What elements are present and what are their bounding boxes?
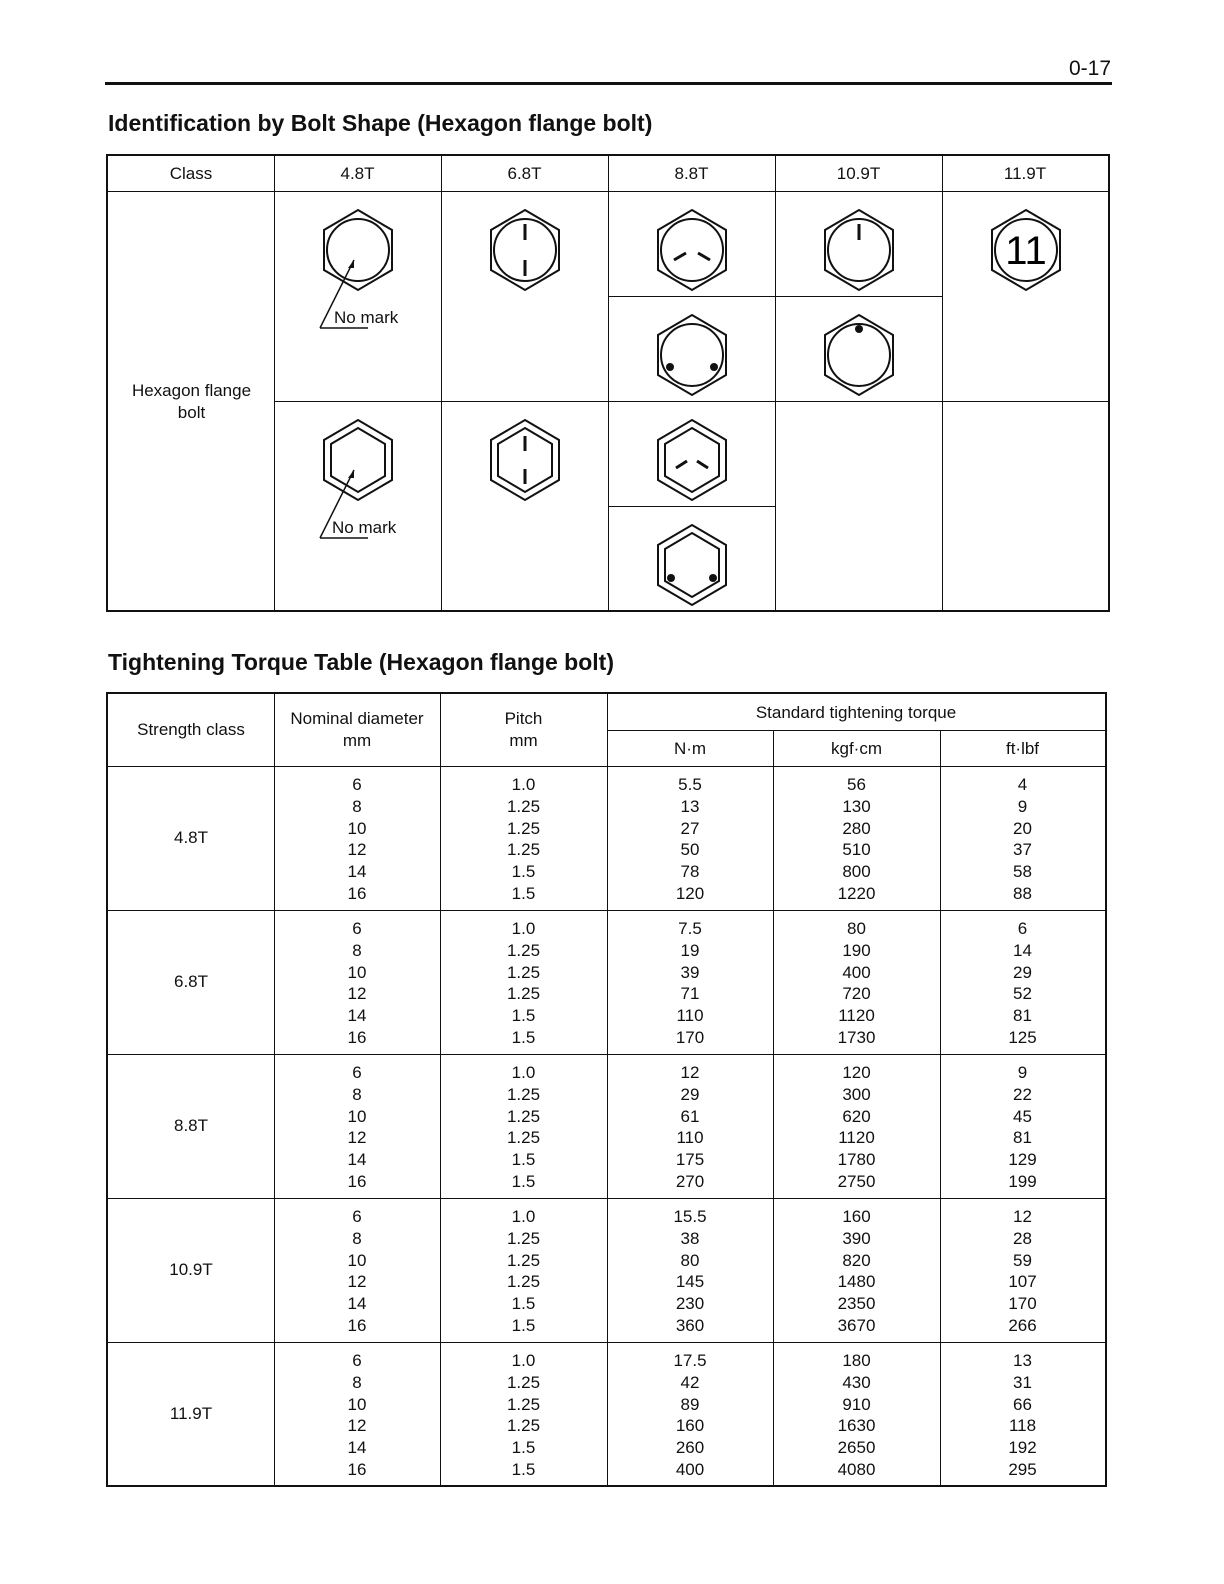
grid-line — [441, 156, 442, 610]
torque-kgf-cm-cell: 1220 — [837, 883, 876, 903]
torque-ft-lbf-column — [940, 1350, 1105, 1481]
torque-ft-lbf-cell: 28 — [1013, 1228, 1032, 1248]
torque-kgf-cm-cell: 120 — [842, 1063, 871, 1082]
torque-kgf-cm-cell: 56 — [847, 775, 866, 794]
torque-kgf-cm-cell: 1120 — [838, 1006, 875, 1026]
torque-kgf-cm-cell: 720 — [842, 984, 871, 1004]
mark-11-text: 11 — [1005, 229, 1047, 273]
pitch-cell: 1.25 — [506, 962, 541, 982]
torque-ft-lbf-cell: 107 — [1008, 1272, 1037, 1292]
nominal-diameter-cell: 12 — [347, 1416, 367, 1436]
torque-kgf-cm-cell: 300 — [842, 1084, 871, 1104]
torque-nm-cell: 50 — [680, 840, 700, 860]
torque-nm-cell: 19 — [680, 940, 700, 960]
nominal-diameter-cell: 14 — [347, 1150, 367, 1170]
nominal-diameter-cell: 8 — [352, 796, 362, 816]
nominal-diameter-cell: 16 — [347, 1459, 367, 1479]
torque-kgf-cm-cell: 620 — [842, 1106, 871, 1126]
torque-kgf-cm-cell: 80 — [847, 919, 866, 938]
pitch-column — [440, 1062, 607, 1193]
header-standard-tightening-torque: Standard tightening torque — [755, 703, 957, 722]
strength-class-group — [108, 766, 1105, 910]
torque-nm-cell: 110 — [676, 1006, 704, 1026]
torque-kgf-cm-cell: 2350 — [837, 1294, 876, 1314]
header-rule — [105, 82, 1112, 85]
torque-nm-cell: 78 — [680, 862, 700, 882]
nominal-diameter-cell: 14 — [347, 1294, 367, 1314]
torque-ft-lbf-cell: 295 — [1008, 1459, 1037, 1479]
torque-kgf-cm-cell: 160 — [842, 1207, 871, 1226]
pitch-cell: 1.5 — [511, 1027, 536, 1047]
torque-kgf-cm-cell: 130 — [842, 796, 871, 816]
pitch-cell: 1.0 — [511, 1207, 536, 1226]
pitch-cell: 1.25 — [506, 1084, 541, 1104]
torque-ft-lbf-cell: 22 — [1013, 1084, 1032, 1104]
pitch-cell: 1.5 — [511, 1294, 536, 1314]
torque-nm-cell: 38 — [680, 1228, 700, 1248]
torque-ft-lbf-cell: 13 — [1013, 1351, 1032, 1370]
torque-nm-cell: 7.5 — [678, 919, 702, 938]
torque-ft-lbf-cell: 4 — [1017, 775, 1028, 794]
torque-nm-column — [607, 918, 773, 1049]
nominal-diameter-cell: 12 — [347, 1128, 367, 1148]
torque-nm-column — [607, 1350, 773, 1481]
pitch-cell: 1.25 — [506, 940, 541, 960]
pitch-cell: 1.25 — [506, 984, 541, 1004]
nominal-diameter-column — [274, 774, 440, 905]
pitch-column — [440, 918, 607, 1049]
torque-nm-cell: 12 — [680, 1063, 700, 1082]
nominal-diameter-column — [274, 918, 440, 1049]
torque-nm-cell: 120 — [675, 883, 705, 903]
torque-nm-cell: 71 — [680, 984, 700, 1004]
pitch-cell: 1.25 — [506, 796, 541, 816]
torque-nm-cell: 270 — [675, 1171, 705, 1191]
nominal-diameter-column — [274, 1206, 440, 1337]
bolt-10-9t-one-dot-icon — [821, 313, 897, 397]
pitch-cell: 1.0 — [511, 1351, 536, 1370]
torque-kgf-cm-cell: 800 — [842, 862, 871, 882]
torque-ft-lbf-cell: 58 — [1013, 862, 1032, 882]
torque-ft-lbf-cell: 129 — [1008, 1150, 1037, 1170]
torque-kgf-cm-column — [773, 918, 940, 1049]
torque-kgf-cm-cell: 1780 — [837, 1150, 876, 1170]
bolt-11-9t-mark-icon — [988, 208, 1064, 292]
torque-ft-lbf-cell: 6 — [1017, 919, 1028, 938]
torque-kgf-cm-column — [773, 1062, 940, 1193]
header-4-8t: 4.8T — [340, 164, 375, 183]
pitch-cell: 1.25 — [506, 1272, 541, 1292]
pitch-cell: 1.25 — [506, 818, 541, 838]
nominal-diameter-cell: 14 — [347, 862, 367, 882]
torque-ft-lbf-cell: 192 — [1008, 1438, 1037, 1458]
torque-ft-lbf-cell: 266 — [1008, 1315, 1037, 1335]
pitch-column — [440, 1206, 607, 1337]
nominal-diameter-cell: 12 — [347, 984, 367, 1004]
torque-ft-lbf-cell: 52 — [1013, 984, 1032, 1004]
nominal-diameter-cell: 14 — [347, 1006, 367, 1026]
torque-kgf-cm-cell: 390 — [842, 1228, 871, 1248]
pitch-cell: 1.5 — [511, 1150, 536, 1170]
torque-kgf-cm-cell: 2650 — [837, 1438, 876, 1458]
bolt-6-8t-two-lines-icon — [487, 208, 563, 292]
torque-ft-lbf-cell: 14 — [1013, 940, 1032, 960]
torque-kgf-cm-cell: 910 — [842, 1394, 871, 1414]
torque-table — [106, 692, 1107, 1487]
pitch-column — [440, 1350, 607, 1481]
torque-nm-column — [607, 1206, 773, 1337]
pitch-cell: 1.25 — [506, 1128, 541, 1148]
torque-nm-cell: 80 — [680, 1250, 700, 1270]
header-pitch — [440, 708, 607, 752]
nominal-diameter-cell: 6 — [352, 775, 362, 794]
torque-nm-cell: 29 — [680, 1084, 700, 1104]
torque-ft-lbf-cell: 81 — [1013, 1006, 1032, 1026]
nominal-diameter-cell: 16 — [347, 1027, 367, 1047]
torque-kgf-cm-column — [773, 1350, 940, 1481]
torque-ft-lbf-cell: 170 — [1008, 1294, 1037, 1314]
torque-ft-lbf-cell: 12 — [1013, 1207, 1032, 1226]
torque-kgf-cm-cell: 510 — [842, 840, 871, 860]
torque-nm-column — [607, 774, 773, 905]
strength-class-group — [108, 1054, 1105, 1198]
torque-nm-cell: 27 — [680, 818, 700, 838]
bolt-8-8t-flange-two-dots-icon — [654, 523, 730, 607]
torque-nm-cell: 15.5 — [673, 1207, 707, 1226]
section-title-torque: Tightening Torque Table (Hexagon flange bolt) — [108, 649, 614, 675]
torque-kgf-cm-cell: 1630 — [837, 1416, 876, 1436]
torque-ft-lbf-cell: 81 — [1013, 1128, 1032, 1148]
strength-class-label: 10.9T — [169, 1260, 213, 1279]
nominal-diameter-cell: 6 — [352, 919, 362, 938]
pitch-cell: 1.5 — [511, 1171, 536, 1191]
strength-class-group — [108, 1198, 1105, 1342]
torque-nm-cell: 260 — [675, 1438, 705, 1458]
pitch-cell: 1.0 — [511, 919, 536, 938]
pitch-cell: 1.25 — [506, 1394, 541, 1414]
torque-kgf-cm-cell: 1730 — [837, 1027, 876, 1047]
torque-nm-cell: 175 — [675, 1150, 705, 1170]
bolt-8-8t-flange-angled-lines-icon — [654, 418, 730, 502]
torque-kgf-cm-cell: 3670 — [837, 1315, 876, 1335]
torque-nm-cell: 39 — [680, 962, 700, 982]
torque-ft-lbf-cell: 125 — [1008, 1027, 1037, 1047]
torque-nm-cell: 360 — [675, 1315, 705, 1335]
grid-line — [775, 156, 776, 610]
bolt-identification-table — [106, 154, 1110, 612]
torque-nm-cell: 13 — [680, 796, 700, 816]
row-label-line1: Hexagon flange — [131, 381, 252, 400]
torque-kgf-cm-cell: 4080 — [837, 1459, 876, 1479]
grid-line — [608, 156, 609, 610]
torque-kgf-cm-cell: 430 — [842, 1372, 871, 1392]
nominal-diameter-cell: 6 — [352, 1207, 362, 1226]
torque-ft-lbf-cell: 9 — [1017, 796, 1028, 816]
torque-kgf-cm-cell: 190 — [842, 940, 871, 960]
torque-nm-cell: 5.5 — [678, 775, 702, 794]
torque-ft-lbf-cell: 88 — [1013, 883, 1032, 903]
pitch-cell: 1.25 — [506, 1228, 541, 1248]
grid-line — [608, 506, 775, 507]
strength-class-label: 4.8T — [173, 828, 209, 847]
torque-kgf-cm-cell: 1120 — [838, 1128, 875, 1148]
nominal-diameter-cell: 6 — [352, 1063, 362, 1082]
grid-line — [108, 191, 1108, 192]
nominal-diameter-cell: 16 — [347, 883, 367, 903]
nominal-diameter-cell: 10 — [347, 1250, 367, 1270]
pitch-cell: 1.5 — [511, 1459, 536, 1479]
pitch-cell: 1.25 — [506, 1250, 541, 1270]
strength-class-label: 11.9T — [169, 1404, 213, 1423]
nominal-diameter-cell: 10 — [347, 818, 367, 838]
nominal-diameter-cell: 8 — [352, 1372, 362, 1392]
torque-ft-lbf-cell: 37 — [1013, 840, 1032, 860]
nominal-diameter-cell: 6 — [352, 1351, 362, 1370]
torque-nm-cell: 110 — [676, 1128, 704, 1148]
header-nominal-diameter-line2: mm — [342, 731, 372, 750]
pitch-cell: 1.25 — [506, 1106, 541, 1126]
section-title-identification: Identification by Bolt Shape (Hexagon flange bolt) — [108, 110, 653, 136]
nominal-diameter-cell: 10 — [347, 1106, 367, 1126]
bolt-8-8t-two-dots-icon — [654, 313, 730, 397]
strength-class-group — [108, 910, 1105, 1054]
header-strength-class: Strength class — [137, 720, 245, 739]
nominal-diameter-cell: 8 — [352, 940, 362, 960]
header-nominal-diameter — [274, 708, 440, 752]
torque-kgf-cm-column — [773, 1206, 940, 1337]
pitch-cell: 1.5 — [511, 862, 536, 882]
torque-ft-lbf-cell: 59 — [1013, 1250, 1032, 1270]
nominal-diameter-cell: 12 — [347, 1272, 367, 1292]
row-label-line2: bolt — [177, 403, 206, 422]
nominal-diameter-cell: 10 — [347, 962, 367, 982]
torque-nm-cell: 89 — [680, 1394, 700, 1414]
torque-nm-cell: 170 — [675, 1027, 705, 1047]
no-mark-label: No mark — [332, 518, 397, 537]
torque-ft-lbf-column — [940, 1062, 1105, 1193]
nominal-diameter-cell: 16 — [347, 1315, 367, 1335]
header-kgf-cm: kgf·cm — [831, 739, 882, 758]
header-pitch-line2: mm — [509, 731, 538, 750]
pitch-cell: 1.25 — [506, 1416, 541, 1436]
header-class: Class — [169, 164, 213, 183]
torque-kgf-cm-cell: 280 — [842, 818, 871, 838]
torque-ft-lbf-column — [940, 774, 1105, 905]
torque-nm-cell: 145 — [675, 1272, 705, 1292]
grid-line — [942, 156, 943, 610]
torque-ft-lbf-cell: 9 — [1017, 1063, 1028, 1082]
torque-nm-column — [607, 1062, 773, 1193]
header-ft-lbf: ft·lbf — [1005, 739, 1040, 758]
bolt-6-8t-flange-two-lines-icon — [487, 418, 563, 502]
torque-kgf-cm-column — [773, 774, 940, 905]
pitch-cell: 1.5 — [511, 1438, 536, 1458]
page-number: 0-17 — [1068, 57, 1111, 80]
no-mark-label: No mark — [334, 308, 399, 327]
torque-kgf-cm-cell: 1480 — [837, 1272, 876, 1292]
pitch-cell: 1.25 — [506, 1372, 541, 1392]
torque-ft-lbf-cell: 31 — [1013, 1372, 1032, 1392]
torque-kgf-cm-cell: 2750 — [837, 1171, 876, 1191]
grid-line — [608, 296, 942, 297]
strength-class-label: 8.8T — [173, 1116, 209, 1135]
torque-nm-cell: 17.5 — [673, 1351, 707, 1370]
torque-ft-lbf-cell: 66 — [1013, 1394, 1032, 1414]
header-nm: N·m — [673, 739, 707, 758]
torque-kgf-cm-cell: 180 — [842, 1351, 871, 1370]
torque-ft-lbf-column — [940, 918, 1105, 1049]
pitch-column — [440, 774, 607, 905]
grid-line — [274, 401, 1108, 402]
torque-kgf-cm-cell: 400 — [842, 962, 871, 982]
bolt-8-8t-angled-lines-icon — [654, 208, 730, 292]
header-pitch-line1: Pitch — [504, 709, 543, 728]
torque-ft-lbf-cell: 199 — [1008, 1171, 1037, 1191]
strength-class-group — [108, 1342, 1105, 1486]
torque-nm-cell: 61 — [680, 1106, 700, 1126]
pitch-cell: 1.5 — [511, 1006, 536, 1026]
torque-nm-cell: 230 — [675, 1294, 705, 1314]
pitch-cell: 1.0 — [511, 775, 536, 794]
strength-class-label: 6.8T — [173, 972, 209, 991]
torque-ft-lbf-cell: 118 — [1008, 1416, 1037, 1436]
nominal-diameter-cell: 8 — [352, 1084, 362, 1104]
pitch-cell: 1.5 — [511, 1315, 536, 1335]
torque-nm-cell: 42 — [680, 1372, 700, 1392]
nominal-diameter-cell: 16 — [347, 1171, 367, 1191]
nominal-diameter-cell: 8 — [352, 1228, 362, 1248]
nominal-diameter-cell: 10 — [347, 1394, 367, 1414]
grid-line — [607, 730, 1105, 731]
torque-nm-cell: 160 — [675, 1416, 705, 1436]
header-11-9t: 11.9T — [1003, 164, 1047, 183]
header-6-8t: 6.8T — [507, 164, 542, 183]
header-nominal-diameter-line1: Nominal diameter — [290, 709, 424, 728]
bolt-10-9t-one-line-icon — [821, 208, 897, 292]
header-10-9t: 10.9T — [836, 164, 881, 183]
torque-ft-lbf-cell: 45 — [1013, 1106, 1032, 1126]
torque-nm-cell: 400 — [675, 1459, 705, 1479]
torque-ft-lbf-column — [940, 1206, 1105, 1337]
nominal-diameter-cell: 12 — [347, 840, 367, 860]
pitch-cell: 1.5 — [511, 883, 536, 903]
nominal-diameter-column — [274, 1062, 440, 1193]
header-8-8t: 8.8T — [674, 164, 709, 183]
nominal-diameter-column — [274, 1350, 440, 1481]
row-label-hexagon-flange-bolt — [108, 380, 275, 424]
torque-kgf-cm-cell: 820 — [842, 1250, 871, 1270]
nominal-diameter-cell: 14 — [347, 1438, 367, 1458]
pitch-cell: 1.25 — [506, 840, 541, 860]
torque-ft-lbf-cell: 20 — [1013, 818, 1032, 838]
torque-ft-lbf-cell: 29 — [1013, 962, 1032, 982]
pitch-cell: 1.0 — [511, 1063, 536, 1082]
